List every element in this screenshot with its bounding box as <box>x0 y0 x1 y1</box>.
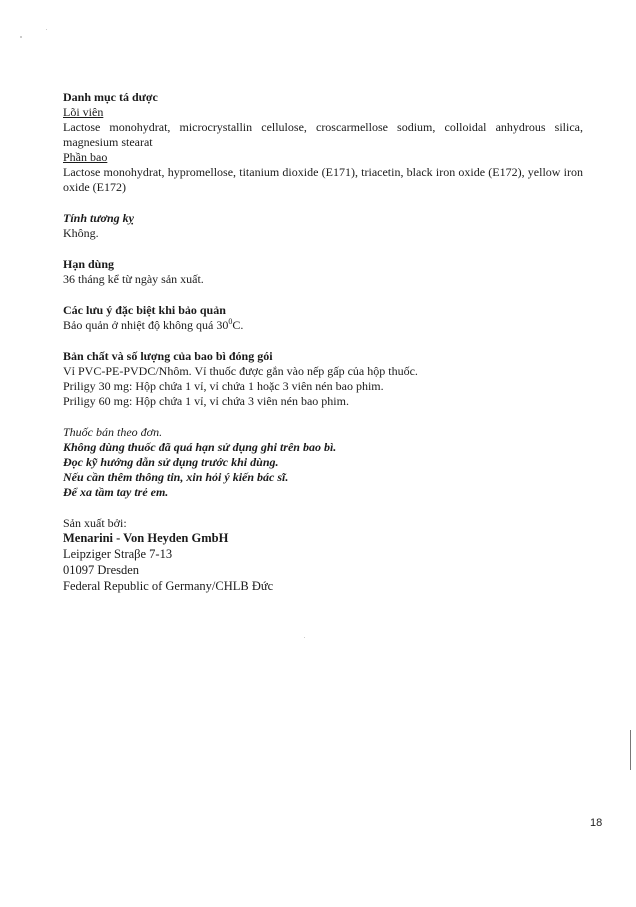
manufacturer-address-line: Federal Republic of Germany/CHLB Đức <box>63 579 274 593</box>
core-label: Lõi viên <box>63 105 104 119</box>
manufacturer-label: Sản xuất bởi: <box>63 516 127 530</box>
incompatibility-text: Không. <box>63 226 99 240</box>
incompatibility-heading: Tính tương kỵ <box>63 211 134 225</box>
storage-text-main: Bảo quản ở nhiệt độ không quá 30 <box>63 318 229 332</box>
storage-section <box>63 303 583 333</box>
warning-line: Nếu cần thêm thông tin, xin hỏi ý kiến bác sĩ. <box>63 470 289 484</box>
packaging-line: Priligy 60 mg: Hộp chứa 1 vỉ, vỉ chứa 3 viên nén bao phim. <box>63 394 349 408</box>
coating-text: Lactose monohydrat, hypromellose, titanium dioxide (E171), triacetin, black iron oxide (E172), yellow iron oxide (E172) <box>63 165 583 194</box>
warning-line: Thuốc bán theo đơn. <box>63 425 163 439</box>
manufacturer-address-line: Leipziger Straβe 7-13 <box>63 547 173 561</box>
scan-edge-mark <box>630 730 631 770</box>
manufacturer-address-line: 01097 Dresden <box>63 563 140 577</box>
warning-line: Để xa tầm tay trẻ em. <box>63 485 169 499</box>
packaging-heading: Bản chất và số lượng của bao bì đóng gói <box>63 349 273 363</box>
shelf-life-heading: Hạn dùng <box>63 257 115 271</box>
storage-text-unit: C. <box>232 318 244 332</box>
page-number: 18 <box>590 817 603 829</box>
shelf-life-text: 36 tháng kể từ ngày sản xuất. <box>63 272 204 286</box>
storage-text <box>63 318 583 333</box>
packaging-section <box>63 349 583 409</box>
excipients-section <box>63 90 583 195</box>
scan-speck <box>20 36 22 38</box>
manufacturer-section <box>63 516 583 594</box>
shelf-life-section <box>63 257 583 287</box>
warning-line: Đọc kỹ hướng dẫn sử dụng trước khi dùng. <box>63 455 279 469</box>
scan-speck <box>304 637 305 638</box>
warnings-section <box>63 425 583 500</box>
storage-degree-sup: 0 <box>228 317 233 326</box>
document-content <box>63 90 583 610</box>
packaging-line: Priligy 30 mg: Hộp chứa 1 vỉ, vỉ chứa 1 hoặc 3 viên nén bao phim. <box>63 379 384 393</box>
coating-label: Phần bao <box>63 150 108 164</box>
warning-line: Không dùng thuốc đã quá hạn sử dụng ghi trên bao bì. <box>63 440 337 454</box>
core-text: Lactose monohydrat, microcrystallin cellulose, croscarmellose sodium, colloidal anhydrous silica, magnesium stearat <box>63 120 583 149</box>
excipients-heading: Danh mục tá dược <box>63 90 158 104</box>
packaging-line: Vỉ PVC-PE-PVDC/Nhôm. Vỉ thuốc được gắn vào nếp gấp của hộp thuốc. <box>63 364 418 378</box>
incompatibility-section <box>63 211 583 241</box>
storage-heading: Các lưu ý đặc biệt khi bảo quản <box>63 303 226 317</box>
manufacturer-name: Menarini - Von Heyden GmbH <box>63 531 229 545</box>
scan-speck <box>46 29 47 30</box>
